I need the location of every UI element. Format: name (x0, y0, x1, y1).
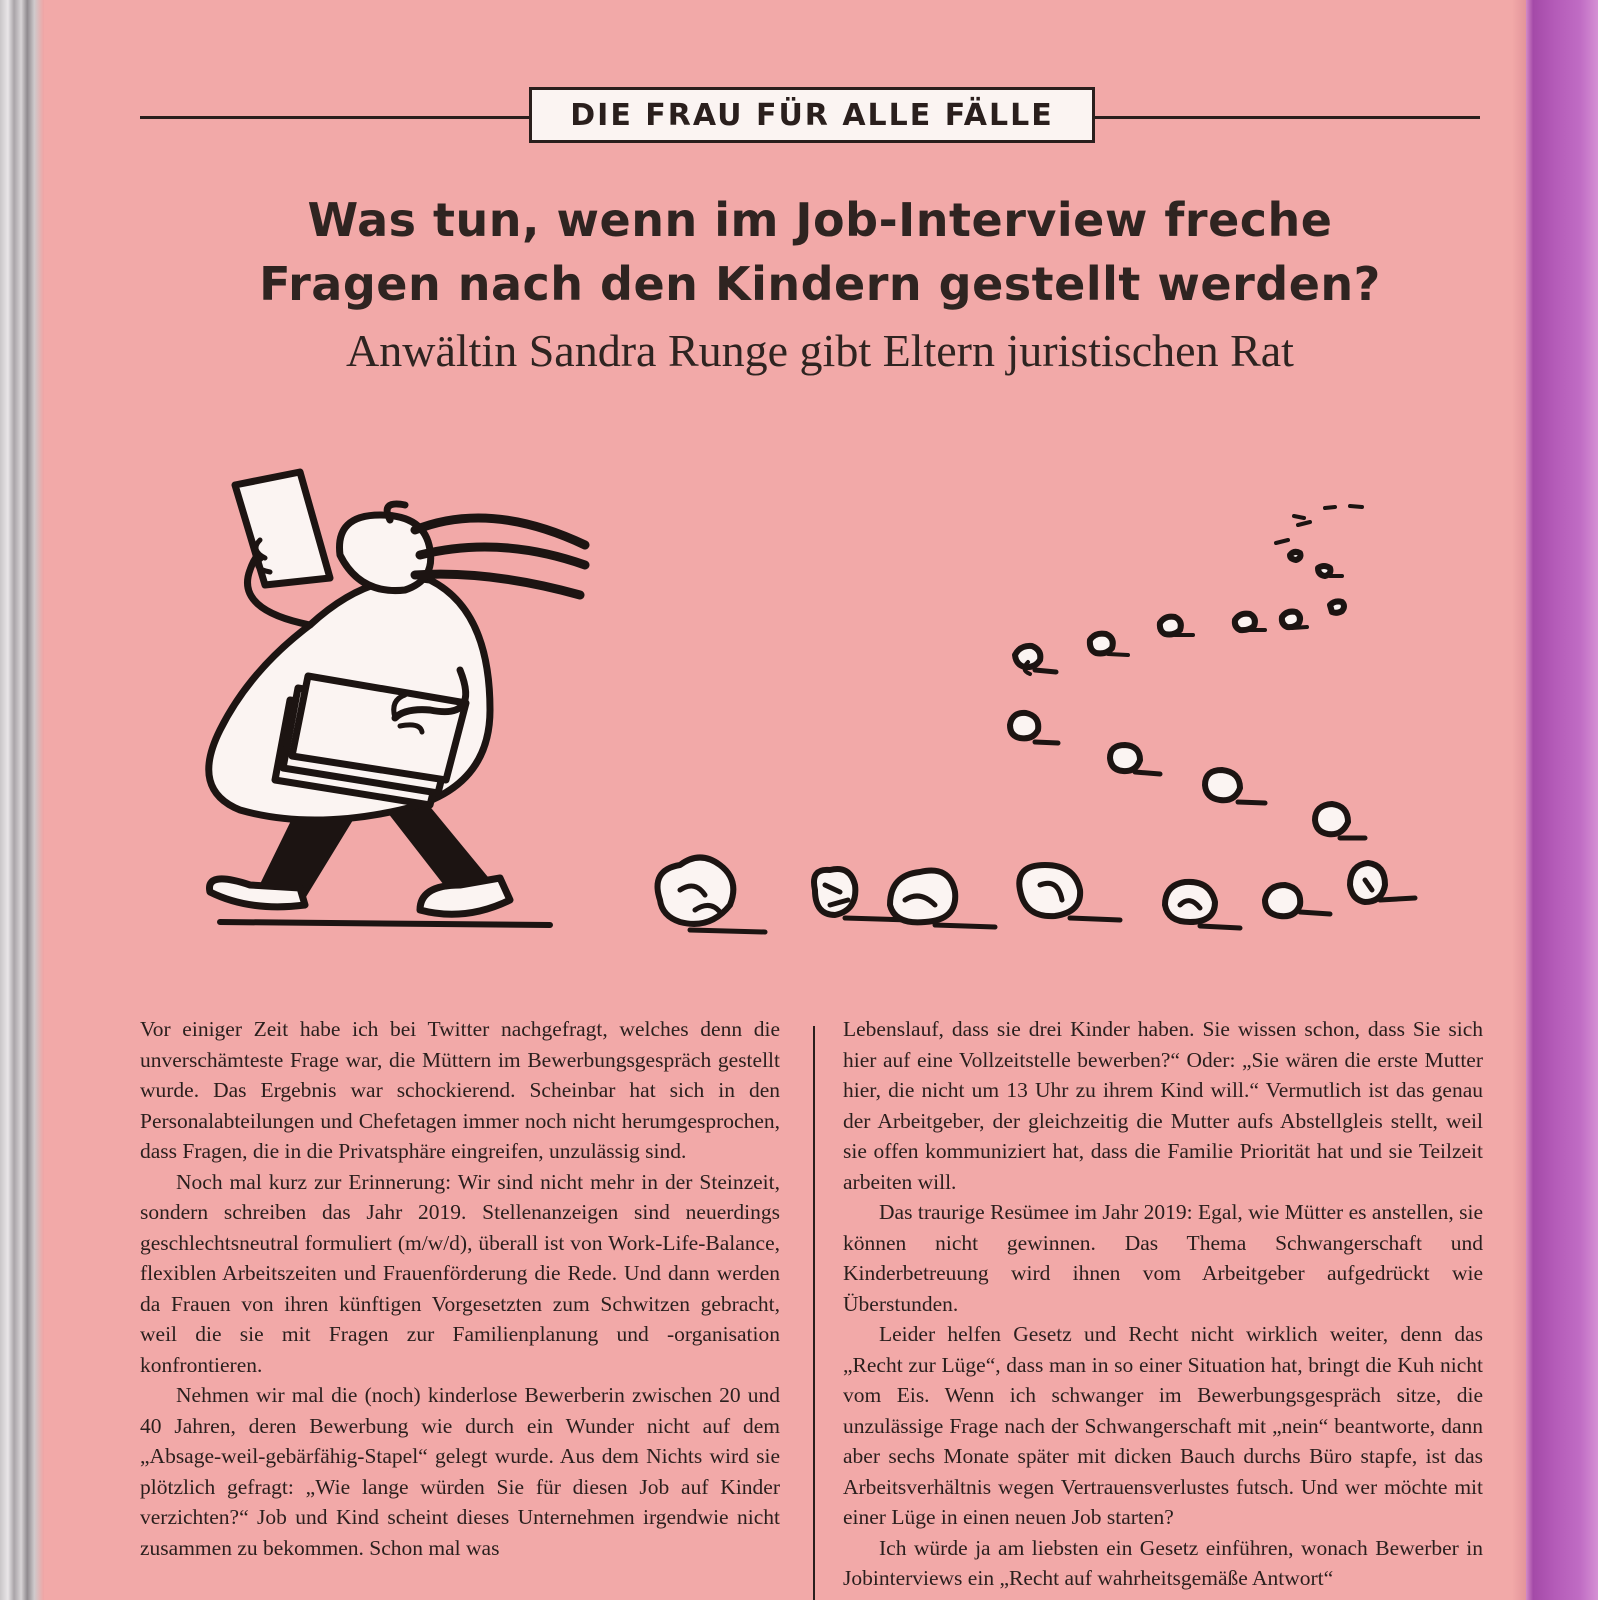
article-subheadline: Anwältin Sandra Runge gibt Eltern juristischen Rat (346, 325, 1294, 376)
rubric-line-left (140, 116, 529, 119)
crumpled-paper-trail-icon (658, 506, 1416, 932)
woman-walking-with-papers-icon (209, 472, 585, 925)
column-divider (813, 1026, 815, 1600)
next-page-edge (1526, 0, 1598, 1600)
magazine-binding (0, 0, 44, 1600)
article-headline (120, 188, 1520, 316)
article-paragraph: Ich würde ja am liebsten ein Gesetz einführen, wonach Bewerber in Jobinterviews ein „Recht auf wahrheitsgemäße Antwort“ (843, 1535, 1483, 1590)
article-paragraph: Vor einiger Zeit habe ich bei Twitter nachgefragt, welches denn die unverschämteste Frage war, die Müttern im Bewerbungsgespräch gestellt wurde. Das Ergebnis war schockierend. Scheinbar hat sich in den Personalabteilungen und Chefetagen immer noch nicht herumgesprochen, dass Fragen, die in die Privatsphäre eingreifen, unzulässig sind. (140, 1017, 780, 1163)
article-column-right (843, 1014, 1483, 1600)
article-paragraph: Lebenslauf, dass sie drei Kinder haben. Sie wissen schon, dass Sie sich hier auf eine Vollzeitstelle bewerben?“ Oder: „Sie wären die erste Mutter hier, die nicht um 13 Uhr zu ihrem Kind will.“ Vermutlich ist das genau der Arbeitgeber, der gleichzeitig die Mutter aufs Abstellgleis stellt, weil sie offen kommuniziert hat, dass die Familie Priorität hat und sie Teilzeit arbeiten will. (843, 1017, 1483, 1194)
article-column-left (140, 1014, 780, 1600)
rubric-label: DIE FRAU FÜR ALLE FÄLLE (529, 87, 1095, 143)
rubric-line-right (1095, 116, 1480, 119)
article-paragraph: Leider helfen Gesetz und Recht nicht wirklich weiter, denn das „Recht zur Lüge“, dass man in so einer Situation hat, bringt die Kuh nicht vom Eis. Wenn ich schwanger im Bewerbungsgespräch sitze, die unzulässige Frage nach der Schwangerschaft mit „nein“ beantworte, dann aber sechs Monate später mit dicken Bauch durchs Büro stapfe, ist das Arbeitsverhältnis wegen Vertrauensverlustes futsch. Und wer möchte mit einer Lüge in einen neuen Job starten? (843, 1322, 1483, 1529)
article-paragraph: Noch mal kurz zur Erinnerung: Wir sind nicht mehr in der Steinzeit, sondern schreiben das Jahr 2019. Stellenanzeigen sind neuerdings geschlechtsneutral formuliert (m/w/d), überall ist von Work-Life-Balance, flexiblen Arbeitszeiten und Frauenförderung die Rede. Und dann werden da Frauen von ihren künftigen Vorgesetzten zum Schwitzen gebracht, weil die sie mit Fragen zur Familienplanung und -organisation konfrontieren. (140, 1169, 780, 1377)
illustration (190, 460, 1460, 980)
article-paragraph: Das traurige Resümee im Jahr 2019: Egal, wie Mütter es anstellen, sie können nicht gewinnen. Das Thema Schwangerschaft und Kinderbetreuung wird ihnen vom Arbeitgeber aufgedrückt wie Überstunden. (843, 1200, 1483, 1316)
headline-line-2: Fragen nach den Kindern gestellt werden? (259, 257, 1381, 311)
article-paragraph: Nehmen wir mal die (noch) kinderlose Bewerberin zwischen 20 und 40 Jahren, deren Bewerbung wie durch ein Wunder nicht auf dem „Absage-weil-gebärfähig-Stapel“ gelegt wurde. Aus dem Nichts wird sie plötzlich gefragt: „Wie lange würden Sie für diesen Job auf Kinder verzichten?“ Job und Kind scheint dieses Unternehmen irgendwie nicht zusammen zu bekommen. Schon mal was (140, 1383, 780, 1560)
headline-line-1: Was tun, wenn im Job-Interview freche (307, 193, 1333, 247)
